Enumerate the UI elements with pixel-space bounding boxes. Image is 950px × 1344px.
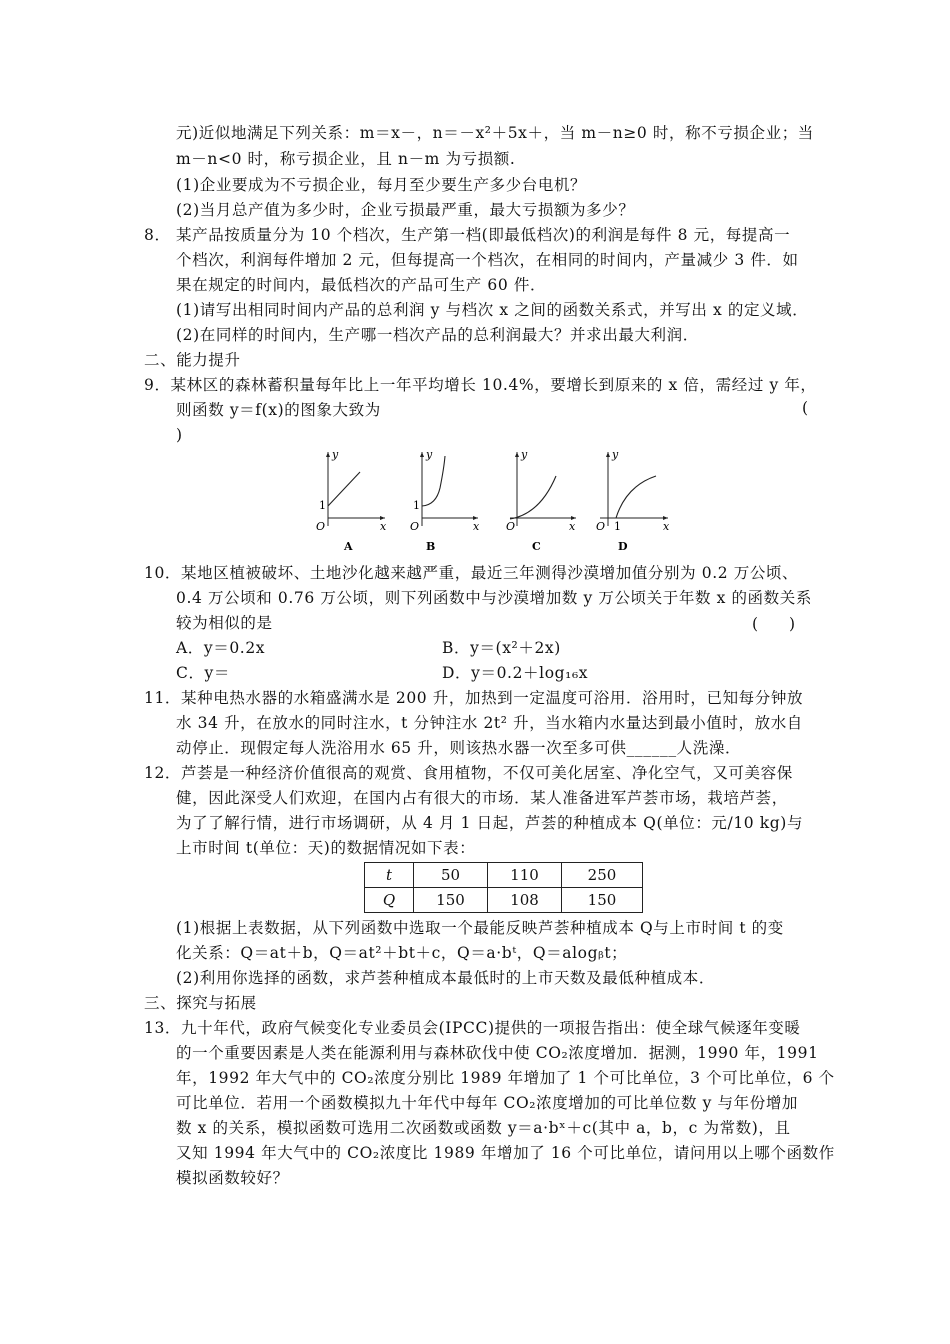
text-line: 个档次，利润每件增加 2 元，但每提高一个档次，在相同的时间内，产量减少 3 件．如: [176, 251, 799, 269]
text-line: 0.4 万公顷和 0.76 万公顷，则下列函数中与沙漠增加数 y 万公顷关于年数 x 的函数关系: [176, 589, 812, 607]
section-heading: 二、能力提升: [144, 351, 241, 369]
text-line: (1)企业要成为不亏损企业，每月至少要生产多少台电机？: [176, 176, 587, 194]
text-line: 的一个重要因素是人类在能源利用与森林砍伐中使 CO₂浓度增加．据测，1990 年，1991: [176, 1044, 819, 1062]
text-line: 健，因此深受人们欢迎，在国内占有很大的市场．某人准备进军芦荟市场，栽培芦荟，: [176, 789, 788, 807]
table-cell: Q: [365, 888, 414, 913]
text-line: m－n<0 时，称亏损企业，且 n－m 为亏损额.: [176, 150, 516, 168]
option-d: D．y＝0.2＋log₁₆x: [442, 664, 589, 682]
graph-d: [596, 448, 676, 558]
svg-text:O: O: [410, 520, 420, 533]
option-b: B．y＝(x²＋2x): [442, 639, 561, 657]
table-cell: t: [365, 863, 414, 888]
text-line: 果在规定的时间内，最低档次的产品可生产 60 件．: [176, 276, 547, 294]
text-line: 11．某种电热水器的水箱盛满水是 200 升，加热到一定温度可浴用．浴用时，已知每分钟放: [144, 689, 804, 707]
svg-text:O: O: [506, 520, 516, 533]
table-row: [365, 888, 643, 913]
text-line: (1)根据上表数据，从下列函数中选取一个最能反映芦荟种植成本 Q与上市时间 t 的变: [176, 919, 784, 937]
text-line: 13．九十年代，政府气候变化专业委员会(IPCC)提供的一项报告指出：使全球气候逐年变暖: [144, 1019, 801, 1037]
option-a: A．y＝0.2x: [176, 639, 266, 657]
table-row: [365, 863, 643, 888]
svg-text:x: x: [663, 520, 670, 533]
svg-text:1: 1: [614, 520, 621, 533]
text-line: 化关系：Q＝at＋b，Q＝at²＋bt＋c，Q＝a·bᵗ，Q＝alogᵦt；: [176, 944, 628, 962]
table-cell: 150: [562, 888, 643, 913]
answer-paren: ( ): [752, 615, 796, 633]
text-line: (2)当月总产值为多少时，企业亏损最严重，最大亏损额为多少？: [176, 201, 635, 219]
table-cell: 250: [562, 863, 643, 888]
text-line: 上市时间 t(单位：天)的数据情况如下表：: [176, 839, 476, 857]
text-line: (2)利用你选择的函数，求芦荟种植成本最低时的上市天数及最低种植成本．: [176, 969, 715, 987]
svg-text:x: x: [380, 520, 387, 533]
text-line: (2)在同样的时间内，生产哪一档次产品的总利润最大？并求出最大利润．: [176, 326, 699, 344]
answer-paren: (: [802, 399, 809, 417]
table-cell: 110: [488, 863, 562, 888]
graph-c: [506, 448, 576, 553]
svg-text:x: x: [569, 520, 576, 533]
graph-a: [316, 448, 387, 553]
svg-text:x: x: [473, 520, 480, 533]
option-c: C．y＝: [176, 664, 231, 682]
text-line: 水 34 升，在放水的同时注水，t 分钟注水 2t² 升，当水箱内水量达到最小值时，放水自: [176, 714, 803, 732]
text-line: 数 x 的关系，模拟函数可选用二次函数或函数 y＝a·bˣ＋c(其中 a，b，c 为常数)，且: [176, 1119, 791, 1137]
svg-text:A: A: [344, 540, 353, 553]
text-line: 动停止．现假定每人洗浴用水 65 升，则该热水器一次至多可供______人洗澡．: [176, 739, 742, 757]
answer-paren: ): [176, 426, 183, 444]
table-cell: 50: [414, 863, 488, 888]
text-line: 模拟函数较好？: [176, 1169, 289, 1187]
text-line: 12．芦荟是一种经济价值很高的观赏、食用植物，不仅可美化居室、净化空气，又可美容保: [144, 764, 793, 782]
text-line: 10．某地区植被破坏、土地沙化越来越严重，最近三年测得沙漠增加值分别为 0.2 万公顷、: [144, 564, 799, 582]
text-line: 9．某林区的森林蓄积量每年比上一年平均增长 10.4%，要增长到原来的 x 倍，需经过 y 年，: [144, 376, 817, 394]
text-line: 较为相似的是: [176, 614, 273, 632]
svg-text:y: y: [521, 448, 528, 461]
text-line: 元)近似地满足下列关系：m＝x－，n＝－x²＋5x＋，当 m－n≥0 时，称不亏损企业；当: [176, 124, 814, 142]
text-line: 又知 1994 年大气中的 CO₂浓度比 1989 年增加了 16 个可比单位，请问用以上哪个函数作: [176, 1144, 835, 1162]
table-cell: 108: [488, 888, 562, 913]
text-line: (1)请写出相同时间内产品的总利润 y 与档次 x 之间的函数关系式，并写出 x 的定义域．: [176, 301, 809, 319]
svg-text:C: C: [532, 540, 541, 553]
svg-text:B: B: [426, 540, 436, 553]
section-heading: 三、探究与拓展: [144, 994, 257, 1012]
graph-b: [410, 448, 480, 553]
question-number: 8．: [144, 226, 171, 244]
svg-text:1: 1: [319, 499, 326, 512]
svg-text:O: O: [316, 520, 326, 533]
text-line: 可比单位．若用一个函数模拟九十年代中每年 CO₂浓度增加的可比单位数 y 与年份增加: [176, 1094, 799, 1112]
svg-text:1: 1: [413, 499, 420, 512]
svg-text:D: D: [618, 540, 628, 553]
data-table: [364, 862, 643, 913]
text-line: 年，1992 年大气中的 CO₂浓度分别比 1989 年增加了 1 个可比单位，3 个可比单位，6 个: [176, 1069, 835, 1087]
table-cell: 150: [414, 888, 488, 913]
svg-text:y: y: [612, 448, 619, 461]
graph-options: [310, 448, 670, 558]
svg-text:O: O: [596, 520, 606, 533]
svg-text:y: y: [426, 448, 433, 461]
graphs-svg: [310, 448, 600, 558]
svg-text:y: y: [332, 448, 339, 461]
text-line: 则函数 y＝f(x)的图象大致为: [176, 401, 381, 419]
text-line: 为了了解行情，进行市场调研，从 4 月 1 日起，芦荟的种植成本 Q(单位：元/10 kg)与: [176, 814, 804, 832]
text-line: 某产品按质量分为 10 个档次，生产第一档(即最低档次)的利润是每件 8 元，每提高一: [176, 226, 791, 244]
